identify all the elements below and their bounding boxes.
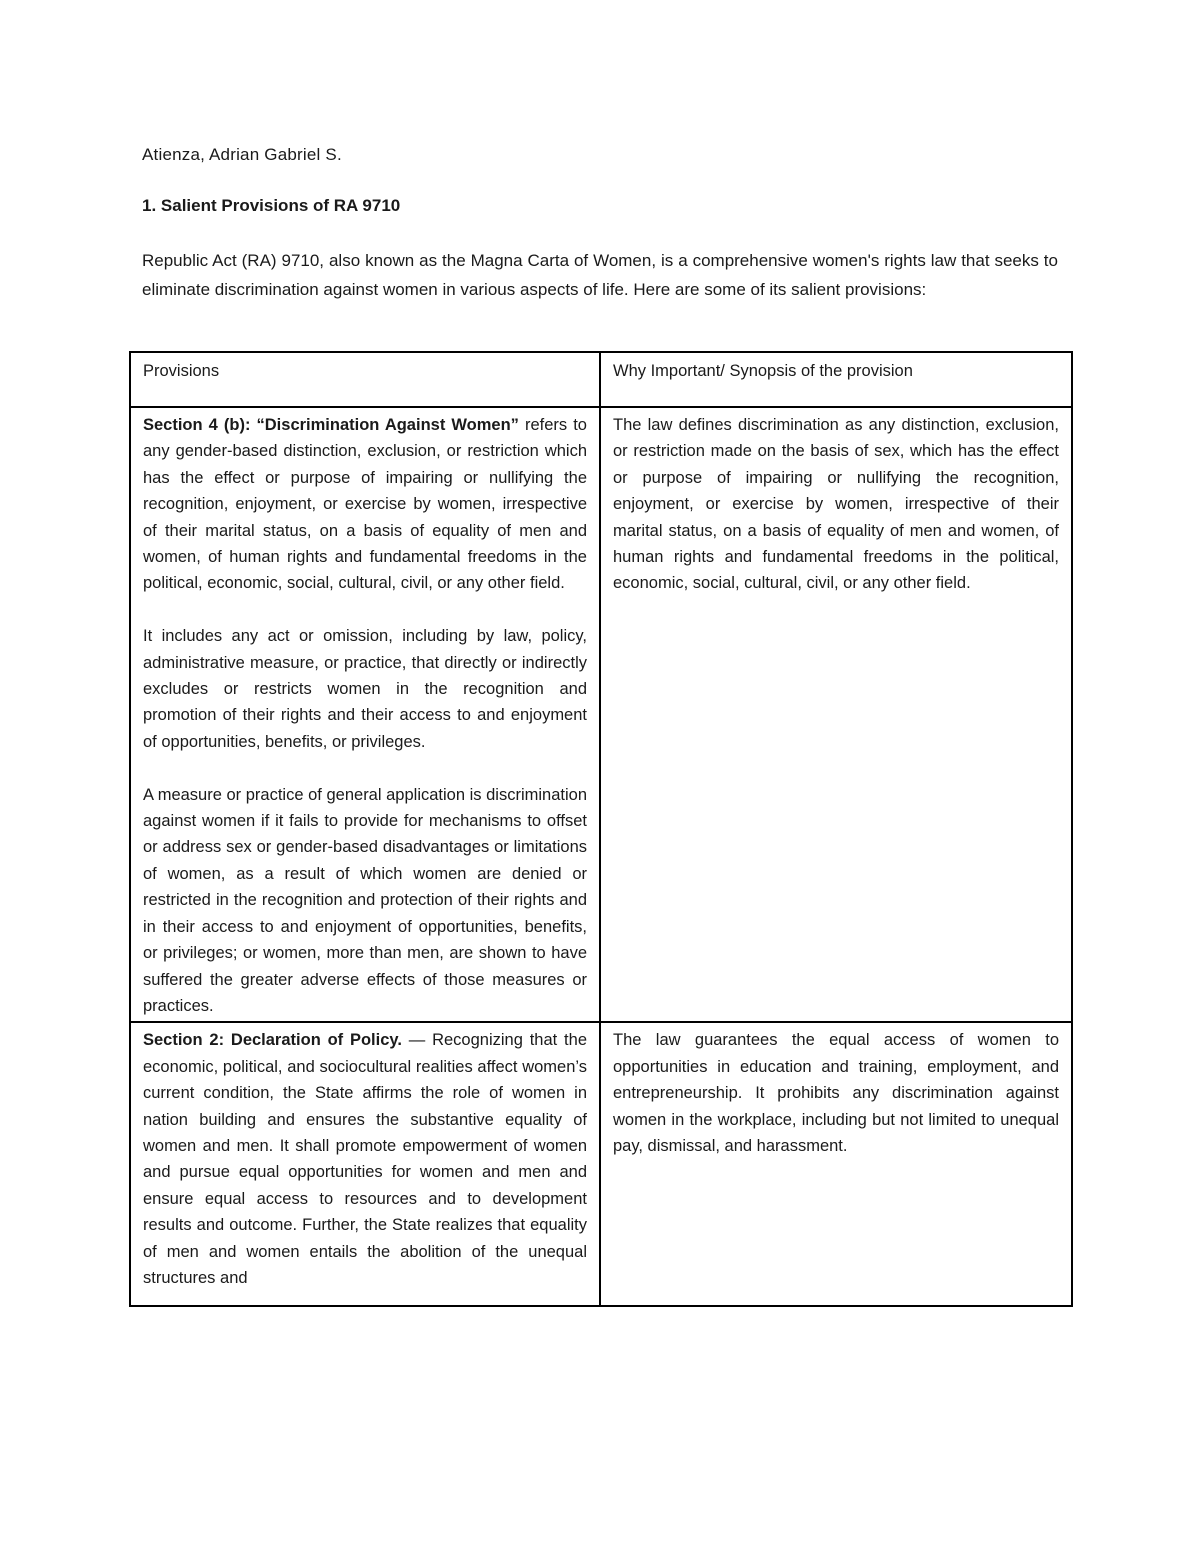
table-header-row	[130, 352, 1072, 407]
synopsis-text: The law defines discrimination as any distinction, exclusion, or restriction made on the basis of sex, which has the effect or purpose of impairing or nullifying the recognition, enjoyment, or exercise by women, irrespective of their marital status, on a basis of equality of men and women, of human rights and fundamental freedoms in the political, economic, social, cultural, civil, or any other field.	[613, 416, 1059, 593]
provision-text: refers to any gender-based distinction, exclusion, or restriction which has the effect or purpose of impairing or nullifying the recognition, enjoyment, or exercise by women, irrespective of their marital status, on a basis of equality of men and women, of human rights and fundamental freedoms in the political, economic, social, cultural, civil, or any other field.	[143, 416, 587, 593]
header-synopsis: Why Important/ Synopsis of the provision	[600, 352, 1072, 407]
table-row	[130, 407, 1072, 1022]
table-row	[130, 1022, 1072, 1306]
provision-paragraph: It includes any act or omission, including by law, policy, administrative measure, or practice, that directly or indirectly excludes or restricts women in the recognition and promotion of their rights and their access to and enjoyment of opportunities, benefits, or privileges.	[143, 627, 587, 751]
synopsis-text: The law guarantees the equal access of women to opportunities in education and training, employment, and entrepreneurship. It prohibits any discrimination against women in the workplace, including but not limited to unequal pay, dismissal, and harassment.	[613, 1031, 1059, 1155]
provision-cell	[130, 1022, 600, 1306]
section-title: Section 2: Declaration of Policy.	[143, 1031, 402, 1050]
synopsis-cell	[600, 407, 1072, 1022]
synopsis-cell	[600, 1022, 1072, 1306]
provision-paragraph	[143, 412, 587, 597]
provisions-table	[129, 351, 1073, 1307]
author-name: Atienza, Adrian Gabriel S.	[142, 145, 342, 164]
header-provisions: Provisions	[130, 352, 600, 407]
provision-paragraph: A measure or practice of general application is discrimination against women if it fails to provide for mechanisms to offset or address sex or gender-based disadvantages or limitations of women, as a result of which women are denied or restricted in the recognition and protection of their rights and in their access to and enjoyment of opportunities, benefits, or privileges; or women, more than men, are shown to have suffered the greater adverse effects of those measures or practices.	[143, 785, 587, 1015]
section-heading: 1. Salient Provisions of RA 9710	[142, 196, 401, 215]
provision-text: — Recognizing that the economic, political, and sociocultural realities affect women’s current condition, the State affirms the role of women in nation building and ensures the substantive equality of women and men. It shall promote empowerment of women and pursue equal opportunities for women and men and ensure equal access to resources and to development results and outcome. Further, the State realizes that equality of men and women entails the abolition of the unequal structures and	[143, 1031, 587, 1287]
section-title: Section 4 (b): “Discrimination Against Women”	[143, 416, 519, 434]
provision-cell	[130, 407, 600, 1022]
provision-paragraph	[143, 1027, 587, 1291]
intro-paragraph: Republic Act (RA) 9710, also known as the Magna Carta of Women, is a comprehensive women's rights law that seeks to eliminate discrimination against women in various aspects of life. Here are some of its salient provisions:	[142, 251, 1058, 299]
